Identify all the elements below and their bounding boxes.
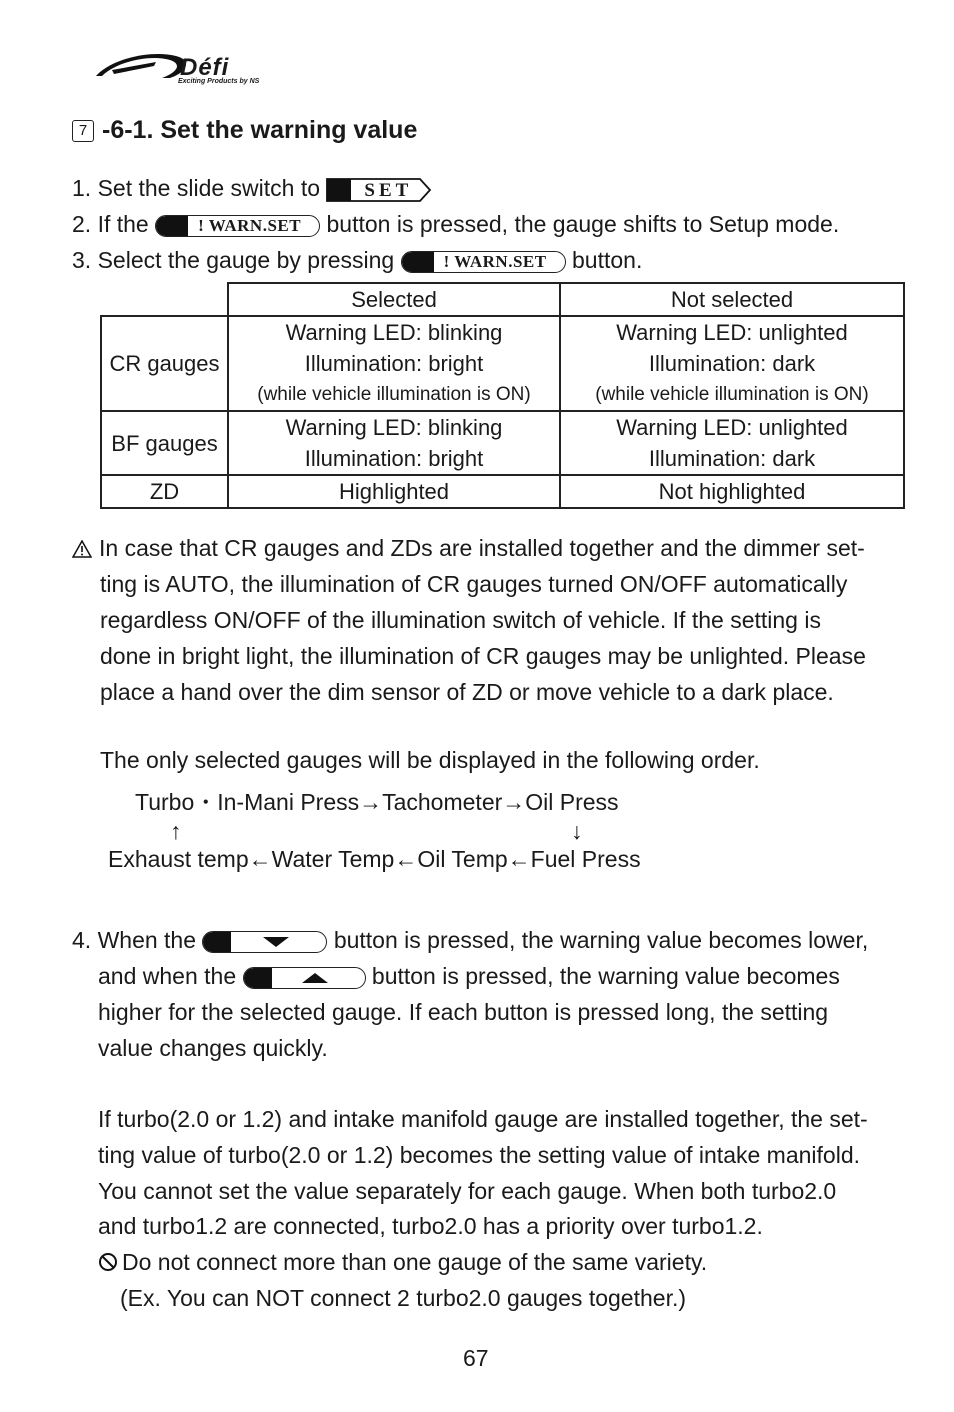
order-bottom-row: Exhaust temp←Water Temp←Oil Temp←Fuel Press xyxy=(108,846,641,872)
row-label: ZD xyxy=(101,475,228,508)
step-3 xyxy=(72,242,642,278)
caution-line: regardless ON/OFF of the illumination switch of vehicle. If the setting is xyxy=(100,607,821,633)
row-label: CR gauges xyxy=(101,316,228,411)
prohibition-example: (Ex. You can NOT connect 2 turbo2.0 gauges together.) xyxy=(120,1285,687,1311)
warn-set-button-icon xyxy=(155,215,320,237)
cell-not-selected: Not highlighted xyxy=(560,475,904,508)
header-not-selected: Not selected xyxy=(560,283,904,316)
row-label: BF gauges xyxy=(101,411,228,475)
table-row xyxy=(101,411,904,475)
caution-line: place a hand over the dim sensor of ZD or move vehicle to a dark place. xyxy=(100,679,834,705)
cell-selected: Warning LED: blinking Illumination: bright xyxy=(228,411,560,475)
caution-line: ting is AUTO, the illumination of CR gauges turned ON/OFF automatically xyxy=(100,571,848,597)
step-4-line-4: value changes quickly. xyxy=(98,1035,328,1061)
warn-set-label: ! WARN.SET xyxy=(443,251,547,271)
caution-line: done in bright light, the illumination of CR gauges may be unlighted. Please xyxy=(100,643,866,669)
defi-logo xyxy=(92,46,292,90)
step-4-line-1: 4. When the button is pressed, the warning value becomes lower, xyxy=(72,927,869,953)
header-selected: Selected xyxy=(228,283,560,316)
step-2 xyxy=(72,206,839,242)
set-switch-label: SET xyxy=(364,179,413,201)
step-2-prefix: 2. If the xyxy=(72,211,149,237)
step-1-text: 1. Set the slide switch to xyxy=(72,175,321,201)
triangle-down-icon xyxy=(261,936,291,948)
triangle-up-icon xyxy=(300,972,330,984)
section-number-badge: 7 xyxy=(72,120,94,142)
warn-set-button-icon xyxy=(401,251,566,273)
step-4-line-2: and when the button is pressed, the warning value becomes xyxy=(98,963,840,989)
turbo-note-line: You cannot set the value separately for each gauge. When both turbo2.0 xyxy=(98,1178,837,1204)
table-header-row xyxy=(101,283,904,316)
cell-not-selected: Warning LED: unlighted Illumination: dark xyxy=(560,411,904,475)
section-title: -6-1. Set the warning value xyxy=(102,116,418,144)
down-arrow-icon: ↓ xyxy=(571,818,583,844)
table-row xyxy=(101,475,904,508)
set-switch-icon xyxy=(326,178,432,202)
logo-tagline: Exciting Products by NS xyxy=(178,78,260,85)
warn-set-label: ! WARN.SET xyxy=(198,215,302,235)
page-number: 67 xyxy=(463,1345,489,1371)
cell-selected: Highlighted xyxy=(228,475,560,508)
down-button-icon xyxy=(202,931,327,953)
turbo-note-line: ting value of turbo(2.0 or 1.2) becomes the setting value of intake manifold. xyxy=(98,1142,860,1168)
caution-line: In case that CR gauges and ZDs are installed together and the dimmer set- xyxy=(99,535,865,561)
section-heading xyxy=(72,116,417,145)
step-4-line-3: higher for the selected gauge. If each button is pressed long, the setting xyxy=(98,999,829,1025)
warning-triangle-icon xyxy=(72,540,92,558)
up-arrow-icon: ↑ xyxy=(170,818,182,844)
turbo-note-line: and turbo1.2 are connected, turbo2.0 has a priority over turbo1.2. xyxy=(98,1213,763,1239)
prohibited-icon xyxy=(98,1252,118,1272)
order-intro: The only selected gauges will be displayed in the following order. xyxy=(100,747,760,773)
prohibition-note: Do not connect more than one gauge of the same variety. xyxy=(98,1244,707,1280)
gauge-state-table xyxy=(100,282,905,509)
turbo-note-line: If turbo(2.0 or 1.2) and intake manifold gauge are installed together, the set- xyxy=(98,1106,868,1132)
logo-wordmark: Défi xyxy=(180,54,230,81)
step-2-suffix: button is pressed, the gauge shifts to Setup mode. xyxy=(326,211,840,237)
step-1 xyxy=(72,170,432,206)
order-top-row: Turbo・In-Mani Press→Tachometer→Oil Press xyxy=(135,789,619,815)
up-button-icon xyxy=(243,967,366,989)
cell-selected: Warning LED: blinking Illumination: bright (while vehicle illumination is ON) xyxy=(228,316,560,411)
step-3-suffix: button. xyxy=(572,247,643,273)
table-row xyxy=(101,316,904,411)
cell-not-selected: Warning LED: unlighted Illumination: dark (while vehicle illumination is ON) xyxy=(560,316,904,411)
step-3-prefix: 3. Select the gauge by pressing xyxy=(72,247,395,273)
